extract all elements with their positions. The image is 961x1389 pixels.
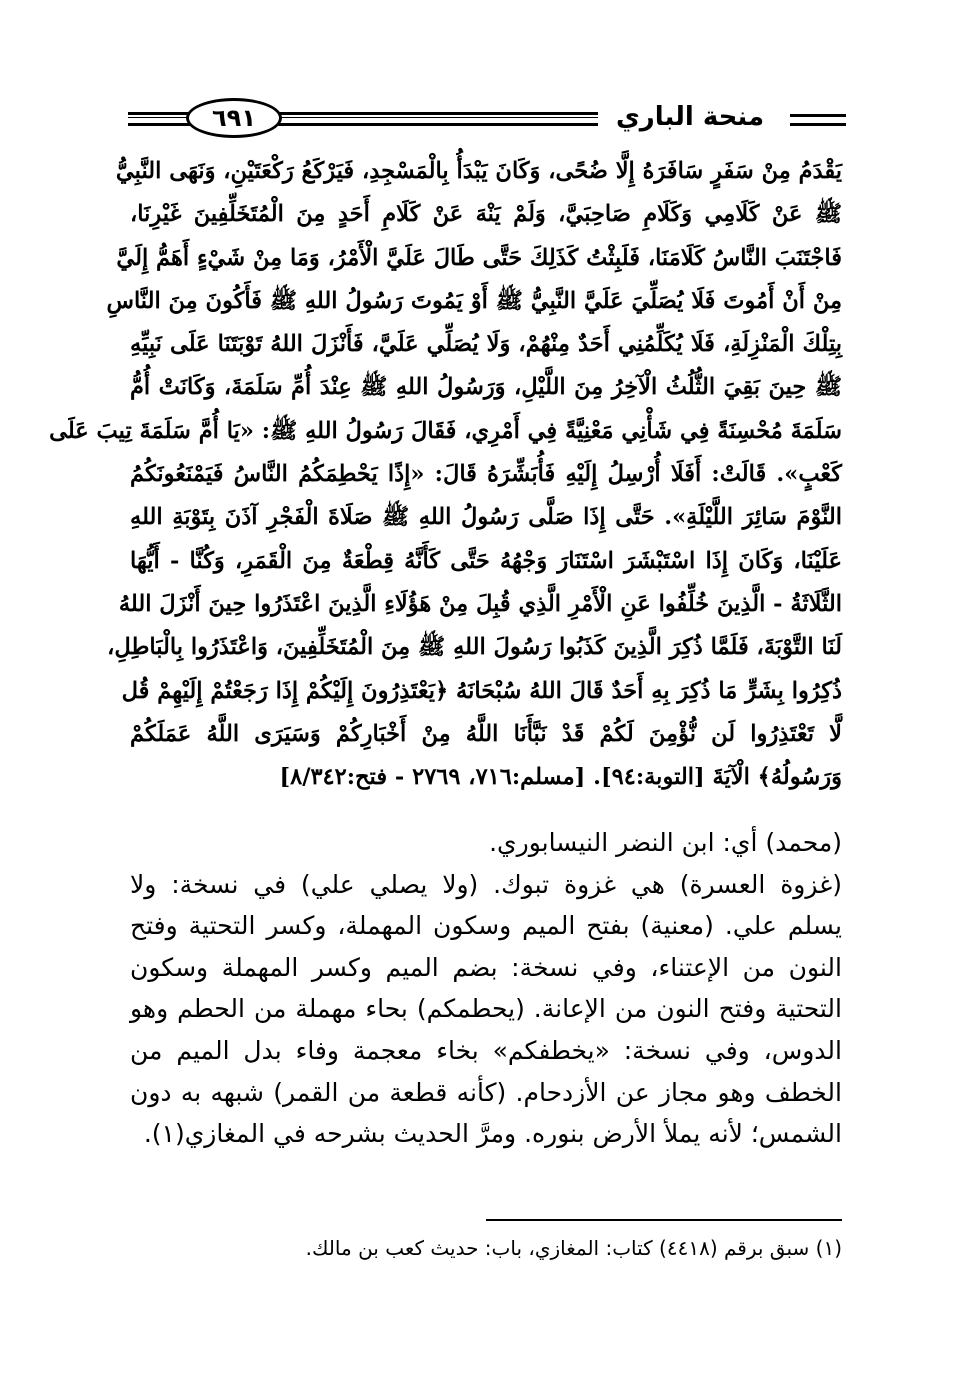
- hadith-line: فَاجْتَنَبَ النَّاسُ كَلَامَنَا، فَلَبِثْتُ كَذَلِكَ حَتَّى طَالَ عَلَيَّ الْأَمْرُ، وَمَا مِنْ شَيْءٍ أَهَمُّ إِلَيَّ: [116, 244, 842, 271]
- hadith-text: [49, 150, 842, 799]
- hadith-line: الثَّلَاثَةُ - الَّذِينَ خُلِّفُوا عَنِ الْأَمْرِ الَّذِي قُبِلَ مِنْ هَؤُلَاءِ الَّذِينَ اعْتَذَرُوا حِينَ أَنْزَلَ اللهُ: [118, 590, 842, 617]
- hadith-line: عَلَيْنَا، وَكَانَ إِذَا اسْتَبْشَرَ اسْتَنَارَ وَجْهُهُ حَتَّى كَأَنَّهُ قِطْعَةٌ مِنَ الْقَمَرِ، وَكُنَّا - أَيُّهَا: [130, 547, 842, 574]
- hadith-line: كَعْبٍ». قَالَتْ: أَفَلَا أُرْسِلُ إِلَيْهِ فَأُبَشِّرَهُ قَالَ: «إِذًا يَحْطِمَكُمُ النَّاسُ فَيَمْنَعُونَكُمُ: [130, 461, 842, 488]
- hadith-line: لَنَا التَّوْبَةَ، فَلَمَّا ذُكِرَ الَّذِينَ كَذَبُوا رَسُولَ اللهِ ﷺ مِنَ الْمُتَخَلِّفِينَ، وَاعْتَذَرُوا بِالْبَاطِلِ،: [107, 634, 842, 661]
- hadith-line: ﷺ عَنْ كَلَامِي وَكَلَامِ صَاحِبَيَّ، وَلَمْ يَنْهَ عَنْ كَلَامِ أَحَدٍ مِنَ الْمُتَخَلِّفِينَ غَيْرِنَا،: [130, 201, 842, 228]
- commentary-line: الشمس؛ لأنه يملأ الأرض بنوره. ومرَّ الحديث بشرحه في المغازي(١).: [143, 1119, 842, 1149]
- commentary-line: الخطف وهو مجاز عن الأزدحام. (كأنه قطعة من القمر) شبهه به دون: [130, 1077, 842, 1107]
- footnote: (١) سبق برقم (٤٤١٨) كتاب: المغازي، باب: حديث كعب بن مالك.: [305, 1236, 842, 1260]
- hadith-line: النَّوْمَ سَائِرَ اللَّيْلَةِ». حَتَّى إِذَا صَلَّى رَسُولُ اللهِ ﷺ صَلَاةَ الْفَجْرِ آذَنَ بِتَوْبَةِ اللهِ: [130, 504, 842, 531]
- hadith-line: لَّا تَعْتَذِرُوا لَن نُّؤْمِنَ لَكُمْ قَدْ نَبَّأَنَا اللَّهُ مِنْ أَخْبَارِكُمْ وَسَيَرَى اللَّهُ عَمَلَكُمْ: [130, 720, 842, 747]
- hadith-line: وَرَسُولُهُ﴾ الْآيَةَ [التوبة:٩٤]. [مسلم:٧١٦، ٢٧٦٩ - فتح:٨/٣٤٢]: [279, 764, 842, 791]
- hadith-line: يَقْدَمُ مِنْ سَفَرٍ سَافَرَهُ إِلَّا ضُحًى، وَكَانَ يَبْدَأُ بِالْمَسْجِدِ، فَيَرْكَعُ رَكْعَتَيْنِ، وَنَهَى النَّبِيُّ: [115, 158, 842, 184]
- hadith-line: ذُكِرُوا بِشَرٍّ مَا ذُكِرَ بِهِ أَحَدٌ قَالَ اللهُ سُبْحَانَهُ ﴿يَعْتَذِرُونَ إِلَيْكُمْ إِذَا رَجَعْتُمْ إِلَيْهِمْ قُل: [121, 677, 842, 704]
- footnote-divider: [486, 1219, 842, 1221]
- page-header: [128, 92, 846, 152]
- hadith-line: مِنْ أَنْ أَمُوتَ فَلَا يُصَلِّيَ عَلَيَّ النَّبِيُّ ﷺ أَوْ يَمُوتَ رَسُولُ اللهِ ﷺ فَأَكُونَ مِنَ النَّاسِ: [106, 287, 842, 314]
- commentary-line: النون من الإعتناء، وفي نسخة: بضم الميم وكسر المهملة وسكون: [130, 952, 842, 982]
- hadith-line: سَلَمَةَ مُحْسِنَةً فِي شَأْنِي مَعْنِيَّةً فِي أَمْرِي، فَقَالَ رَسُولُ اللهِ ﷺ: «يَا أُمَّ سَلَمَةَ تِيبَ عَلَى: [49, 417, 842, 444]
- commentary-line: (غزوة العسرة) هي غزوة تبوك. (ولا يصلي علي) في نسخة: ولا: [130, 869, 842, 899]
- book-title: منحة الباري: [615, 102, 765, 132]
- commentary-line: الدوس، وفي نسخة: «يخطفكم» بخاء معجمة وفاء بدل الميم من: [130, 1035, 842, 1065]
- hadith-line: ﷺ حِينَ بَقِيَ الثُّلُثُ الْآخِرُ مِنَ اللَّيْلِ، وَرَسُولُ اللهِ ﷺ عِنْدَ أُمِّ سَلَمَةَ، وَكَانَتْ أُمُّ: [130, 374, 842, 401]
- commentary-line: يسلم علي. (معنية) بفتح الميم وسكون المهملة، وكسر التحتية وفتح: [130, 911, 842, 941]
- commentary-text: [130, 822, 842, 1155]
- page-number: ٦٩١: [186, 98, 282, 138]
- hadith-line: بِتِلْكَ الْمَنْزِلَةِ، فَلَا يُكَلِّمُنِي أَحَدٌ مِنْهُمْ، وَلَا يُصَلِّي عَلَيَّ، فَأَنْزَلَ اللهُ تَوْبَتَنَا عَلَى نَبِيِّهِ: [130, 331, 842, 358]
- header-rule-right: [790, 114, 846, 126]
- commentary-line: (محمد) أي: ابن النضر النيسابوري.: [489, 828, 842, 857]
- commentary-line: التحتية وفتح النون من الإعانة. (يحطمكم) بحاء مهملة من الحطم وهو: [130, 994, 842, 1024]
